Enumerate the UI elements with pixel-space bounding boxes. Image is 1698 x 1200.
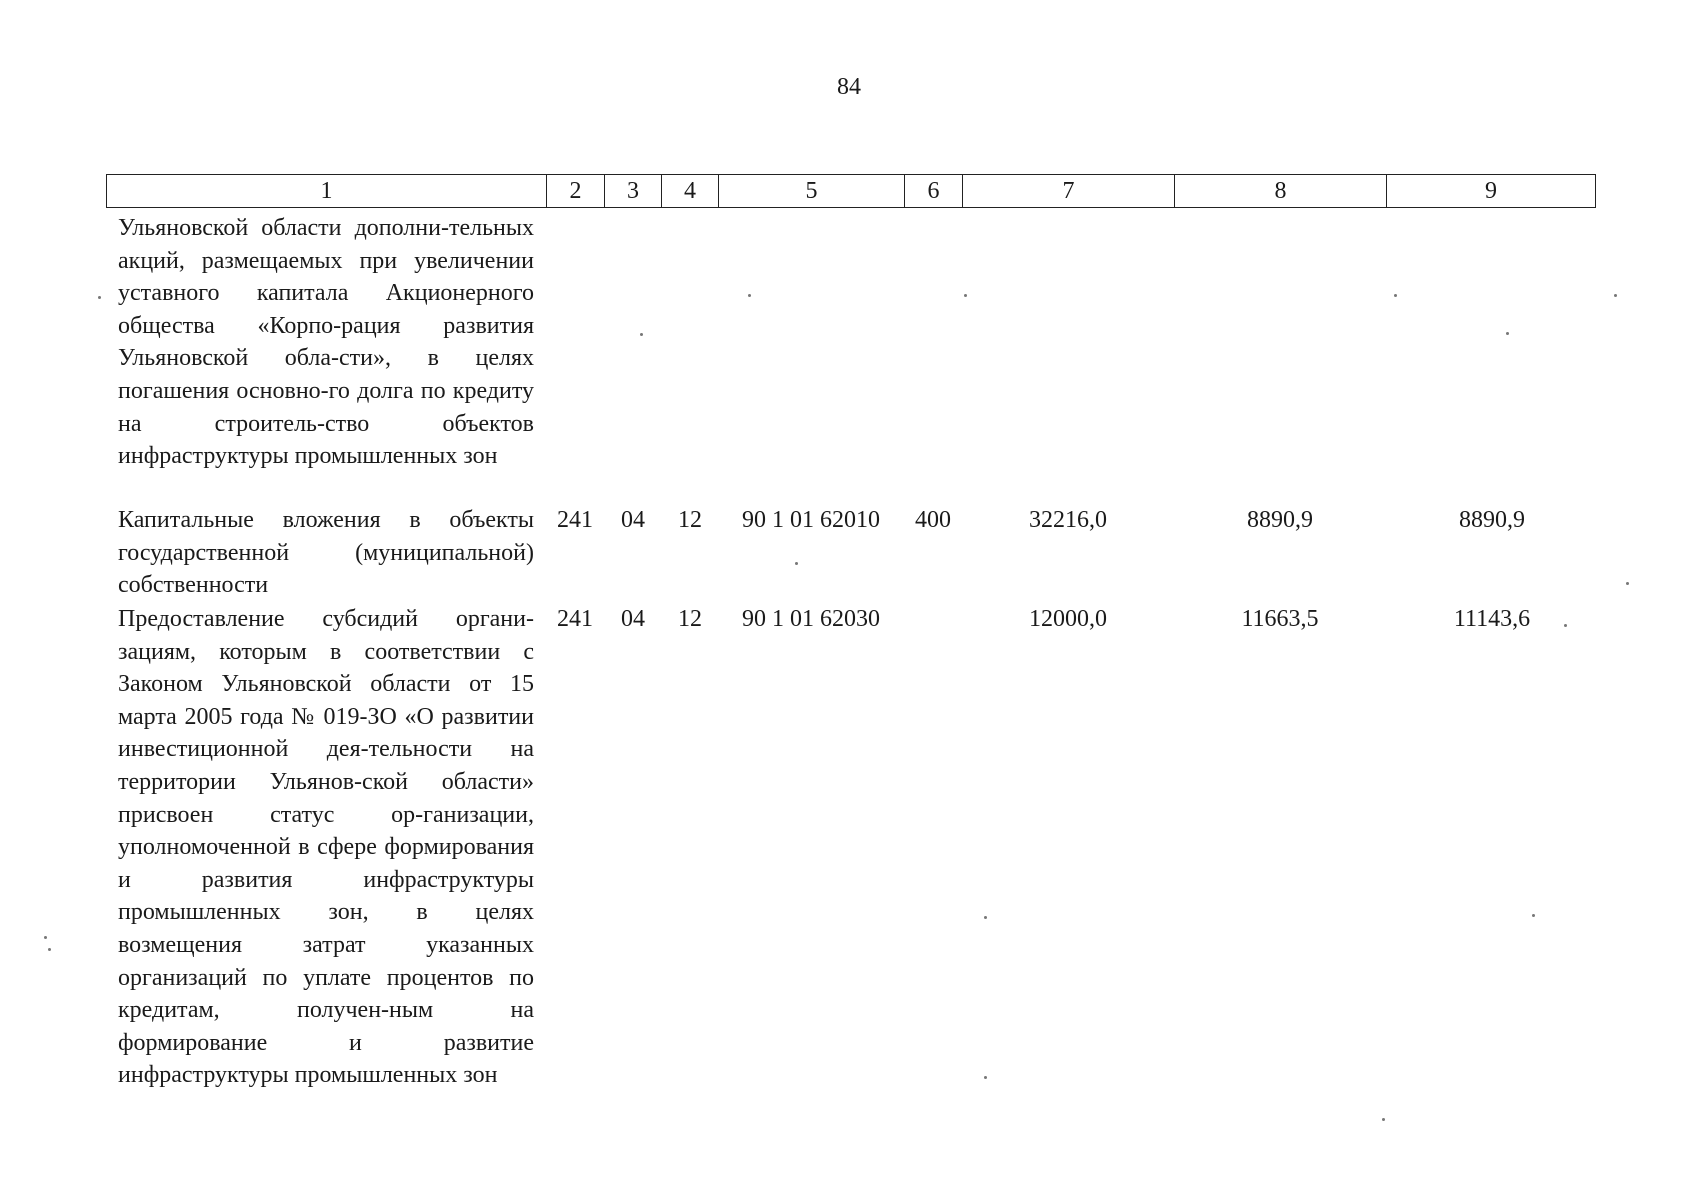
cell-col-2: 241 [557,606,593,632]
scan-speck [1506,332,1509,335]
scan-speck [964,294,967,297]
scan-speck [1626,582,1629,585]
cell-col-6: 400 [915,507,951,533]
cell-col-8: 11663,5 [1241,606,1319,632]
header-col-8: 8 [1175,175,1387,208]
cell-col-5: 90 1 01 62030 [742,606,880,632]
cell-col-3: 04 [621,507,645,533]
scan-speck [984,916,987,919]
scan-speck [1532,914,1535,917]
header-col-9: 9 [1387,175,1596,208]
cell-col-7: 12000,0 [1029,606,1107,632]
cell-col-5: 90 1 01 62010 [742,507,880,533]
row-description: Капитальные вложения в объекты государственной (муниципальной) собственности [118,507,534,599]
scan-speck [984,1076,987,1079]
header-col-5: 5 [719,175,905,208]
header-col-2: 2 [547,175,605,208]
row-description: Ульяновской области дополни-тельных акций, размещаемых при увеличении уставного капитала Акционерного общества «Корпо-рация развития Ульяновской обла-сти», в целях погашения основно-го долга по кредиту на строитель-ство объектов инфраструктуры промышленных зон [118,215,534,470]
row-description: Предоставление субсидий органи-зациям, которым в соответствии с Законом Ульяновской области от 15 марта 2005 года № 019-ЗО «О развитии инвестиционной дея-тельности на территории Ульянов-ской области» присвоен статус ор-ганизации, уполномоченной в сфере формирования и развития инфраструктуры промышленных зон, в целях возмещения затрат указанных организаций по уплате процентов по кредитам, получен-ным на формирование и развитие инфраструктуры промышленных зон [118,606,534,1089]
scan-speck [1614,294,1617,297]
scan-speck [98,296,101,299]
scan-speck [1394,294,1397,297]
scan-speck [1382,1118,1385,1121]
cell-col-9: 8890,9 [1459,507,1525,533]
cell-col-3: 04 [621,606,645,632]
cell-col-4: 12 [678,606,702,632]
cell-col-2: 241 [557,507,593,533]
scan-speck [48,948,51,951]
cell-col-7: 32216,0 [1029,507,1107,533]
scan-speck [44,936,47,939]
cell-col-9: 11143,6 [1453,606,1531,632]
cell-col-4: 12 [678,507,702,533]
header-col-3: 3 [605,175,662,208]
table-header [106,174,1596,208]
scan-speck [748,294,751,297]
page-number: 84 [837,74,861,100]
header-col-7: 7 [963,175,1175,208]
header-col-6: 6 [905,175,963,208]
scan-speck [795,562,798,565]
header-col-4: 4 [662,175,719,208]
scan-speck [1564,624,1567,627]
scan-speck [640,333,643,336]
cell-col-8: 8890,9 [1247,507,1313,533]
header-col-1: 1 [107,175,547,208]
